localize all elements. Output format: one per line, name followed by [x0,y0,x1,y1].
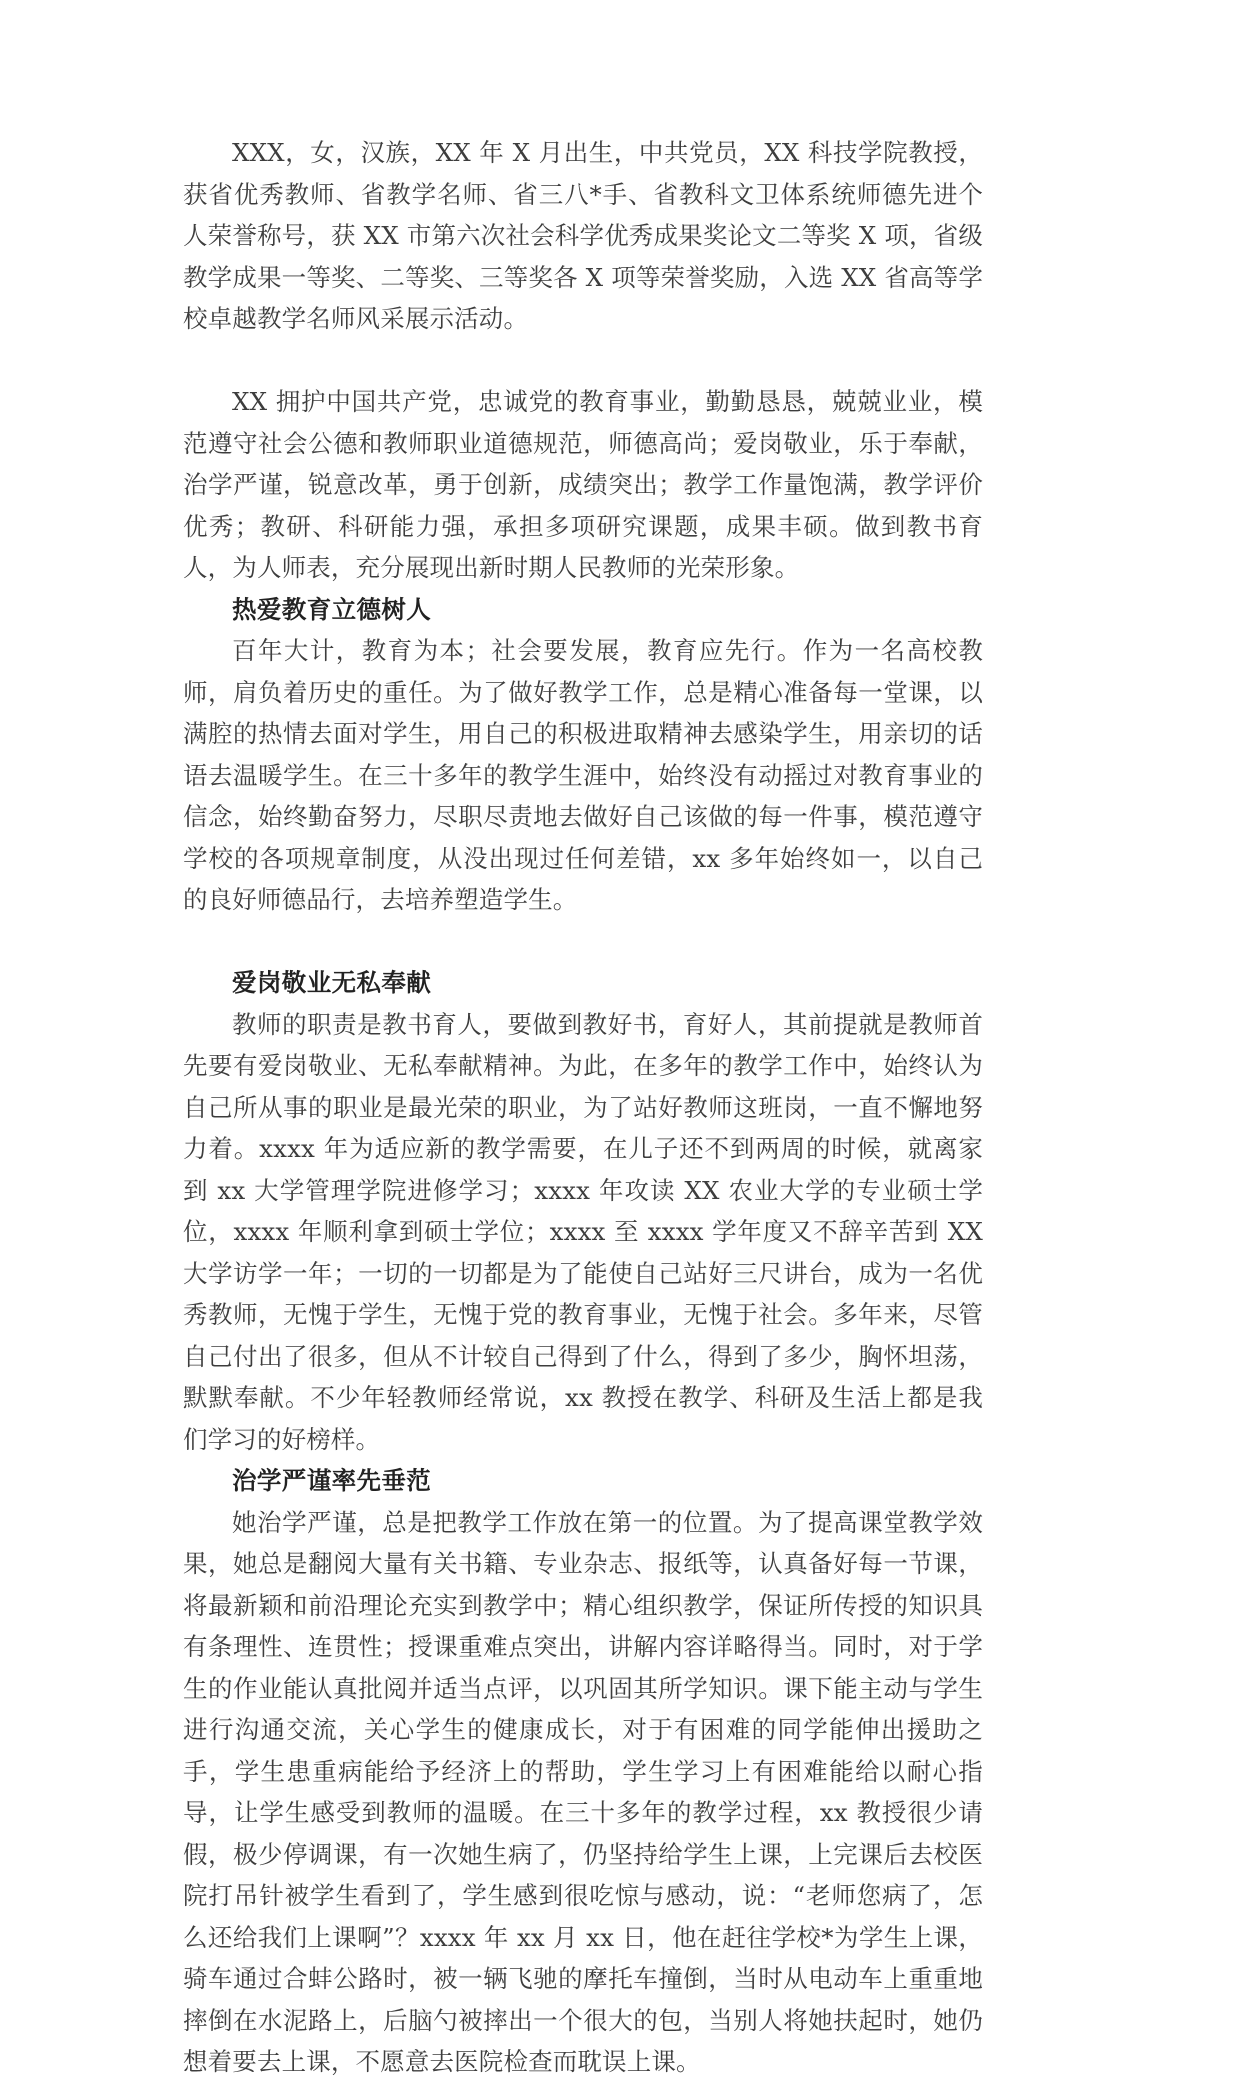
heading-rigorous-scholarship: 治学严谨率先垂范 [232,1466,432,1495]
heading-love-education: 热爱教育立德树人 [232,594,432,624]
document-content [183,132,983,2083]
rigorous-scholarship-paragraph: 她治学严谨，总是把教学工作放在第一的位置。为了提高课堂教学效果，她总是翻阅大量有关书籍、专业杂志、报纸等，认真备好每一节课，将最新颖和前沿理论充实到教学中；精心组织教学，保证所传授的知识具有条理性、连贯性；授课重难点突出，讲解内容详略得当。同时，对于学生的作业能认真批阅并适当点评，以巩固其所学知识。课下能主动与学生进行沟通交流，关心学生的健康成长，对于有困难的同学能伸出援助之手，学生患重病能给予经济上的帮助，学生学习上有困难能给以耐心指导，让学生感受到教师的温暖。在三十多年的教学过程，xx 教授很少请假，极少停调课，有一次她生病了，仍坚持给学生上课，上完课后去校医院打吊针被学生看到了，学生感到很吃惊与感动，说：“老师您病了，怎么还给我们上课啊”？xxxx 年 xx 月 xx 日，他在赶往学校*为学生上课，骑车通过合蚌公路时，被一辆飞驰的摩托车撞倒，当时从电动车上重重地摔倒在水泥路上，后脑勺被摔出一个很大的包，当别人将她扶起时，她仍想着要去上课，不愿意去医院检查而耽误上课。 [183,1507,983,2076]
overview-paragraph: XX 拥护中国共产党，忠诚党的教育事业，勤勤恳恳，兢兢业业，模范遵守社会公德和教师职业道德规范，师德高尚；爱岗敬业，乐于奉献，治学严谨，锐意改革，勇于创新，成绩突出；教学工作量饱满，教学评价优秀；教研、科研能力强，承担多项研究课题，成果丰硕。做到教书育人，为人师表，充分展现出新时期人民教师的光荣形象。 [183,387,983,582]
dedication-paragraph: 教师的职责是教书育人，要做到教好书，育好人，其前提就是教师首先要有爱岗敬业、无私奉献精神。为此，在多年的教学工作中，始终认为自己所从事的职业是最光荣的职业，为了站好教师这班岗，一直不懈地努力着。xxxx 年为适应新的教学需要，在儿子还不到两周的时候，就离家到 xx 大学管理学院进修学习；xxxx 年攻读 XX 农业大学的专业硕士学位，xxxx 年顺利拿到硕士学位；xxxx 至 xxxx 学年度又不辞辛苦到 XX 大学访学一年；一切的一切都是为了能使自己站好三尺讲台，成为一名优秀教师，无愧于学生，无愧于党的教育事业，无愧于社会。多年来，尽管自己付出了很多，但从不计较自己得到了什么，得到了多少，胸怀坦荡，默默奉献。不少年轻教师经常说，xx 教授在教学、科研及生活上都是我们学习的好榜样。 [183,1009,983,1454]
love-education-paragraph: 百年大计，教育为本；社会要发展，教育应先行。作为一名高校教师，肩负着历史的重任。为了做好教学工作，总是精心准备每一堂课，以满腔的热情去面对学生，用自己的积极进取精神去感染学生，用亲切的话语去温暖学生。在三十多年的教学生涯中，始终没有动摇过对教育事业的信念，始终勤奋努力，尽职尽责地去做好自己该做的每一件事，模范遵守学校的各项规章制度，从没出现过任何差错，xx 多年始终如一，以自己的良好师德品行，去培养塑造学生。 [183,636,983,914]
heading-dedication: 爱岗敬业无私奉献 [232,968,432,997]
intro-paragraph: XXX，女，汉族，XX 年 X 月出生，中共党员，XX 科技学院教授，获省优秀教师、省教学名师、省三八*手、省教科文卫体系统师德先进个人荣誉称号，获 XX 市第六次社会科学优秀成果奖论文二等奖 X 项，省级教学成果一等奖、二等奖、三等奖各 X 项等荣誉奖励，入选 XX 省高等学校卓越教学名师风采展示活动。 [183,138,983,333]
